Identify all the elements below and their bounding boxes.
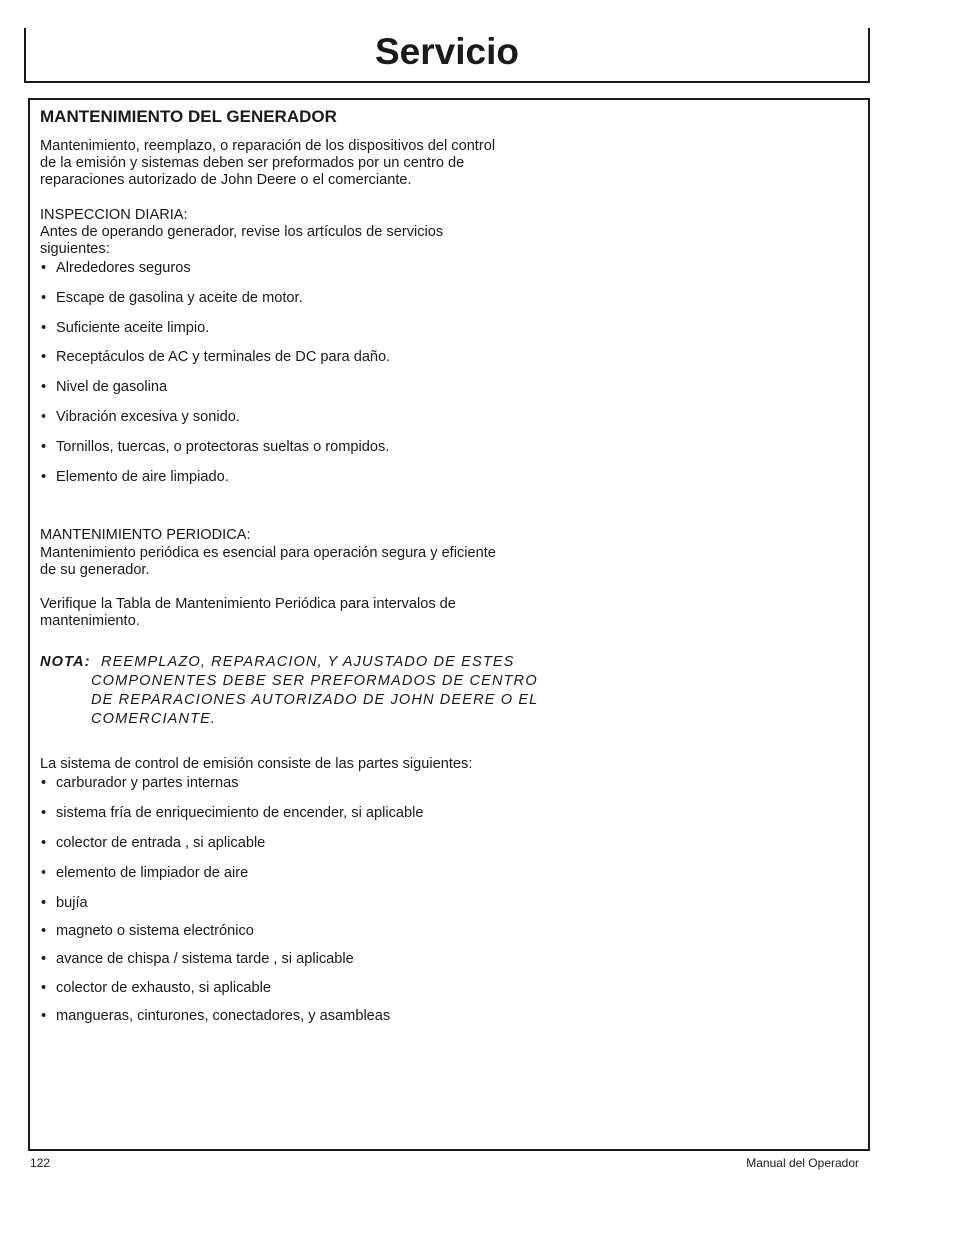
- list-item: • Escape de gasolina y aceite de motor.: [40, 290, 303, 307]
- list-item: • bujía: [40, 895, 88, 912]
- daily-inspection-text: siguientes:: [40, 241, 110, 257]
- emission-system-intro: La sistema de control de emisión consiste de las partes siguientes:: [40, 756, 473, 772]
- periodic-maintenance-label: MANTENIMIENTO PERIODICA:: [40, 527, 251, 543]
- daily-inspection-text: Antes de operando generador, revise los artículos de servicios: [40, 224, 444, 240]
- list-item: • Tornillos, tuercas, o protectoras sueltas o rompidos.: [40, 439, 389, 456]
- content-box: [28, 98, 870, 1151]
- intro-line: Mantenimiento, reemplazo, o reparación de los dispositivos del control: [40, 138, 496, 154]
- list-item: • Receptáculos de AC y terminales de DC para daño.: [40, 349, 390, 366]
- note-block: [40, 653, 546, 729]
- list-item: • Elemento de aire limpiado.: [40, 469, 229, 486]
- list-item: • Suficiente aceite limpio.: [40, 320, 209, 337]
- section-heading: MANTENIMIENTO DEL GENERADOR: [40, 107, 337, 126]
- intro-line: reparaciones autorizado de John Deere o el comerciante.: [40, 172, 412, 188]
- page-title-box: [24, 28, 870, 83]
- list-item: • sistema fría de enriquecimiento de encender, si aplicable: [40, 805, 424, 822]
- note-label: NOTA:: [40, 654, 91, 670]
- list-item: • magneto o sistema electrónico: [40, 923, 254, 940]
- page-title: Servicio: [375, 30, 519, 72]
- periodic-maintenance-text: de su generador.: [40, 562, 150, 578]
- page-number: 122: [30, 1156, 51, 1170]
- list-item: • Vibración excesiva y sonido.: [40, 409, 240, 426]
- list-item: • avance de chispa / sistema tarde , si aplicable: [40, 951, 354, 968]
- list-item: • carburador y partes internas: [40, 775, 239, 792]
- verify-table-text: Verifique la Tabla de Mantenimiento Periódica para intervalos de: [40, 596, 456, 612]
- footer-manual-title: Manual del Operador: [746, 1156, 859, 1170]
- periodic-maintenance-text: Mantenimiento periódica es esencial para operación segura y eficiente: [40, 545, 496, 561]
- daily-inspection-label: INSPECCION DIARIA:: [40, 207, 188, 223]
- note-line: COMPONENTES DEBE SER PREFORMADOS DE CENTRO: [91, 673, 538, 689]
- note-line: COMERCIANTE.: [91, 711, 217, 727]
- intro-line: de la emisión y sistemas deben ser preformados por un centro de: [40, 155, 465, 171]
- list-item: • colector de exhausto, si aplicable: [40, 980, 271, 997]
- note-line: REEMPLAZO, REPARACION, Y AJUSTADO DE ESTES: [100, 654, 515, 670]
- list-item: • Nivel de gasolina: [40, 379, 167, 396]
- list-item: • mangueras, cinturones, conectadores, y asambleas: [40, 1008, 390, 1025]
- note-line: DE REPARACIONES AUTORIZADO DE JOHN DEERE O EL: [91, 692, 539, 708]
- list-item: • Alrededores seguros: [40, 260, 191, 277]
- list-item: • elemento de limpiador de aire: [40, 865, 248, 882]
- list-item: • colector de entrada , si aplicable: [40, 835, 265, 852]
- verify-table-text: mantenimiento.: [40, 613, 140, 629]
